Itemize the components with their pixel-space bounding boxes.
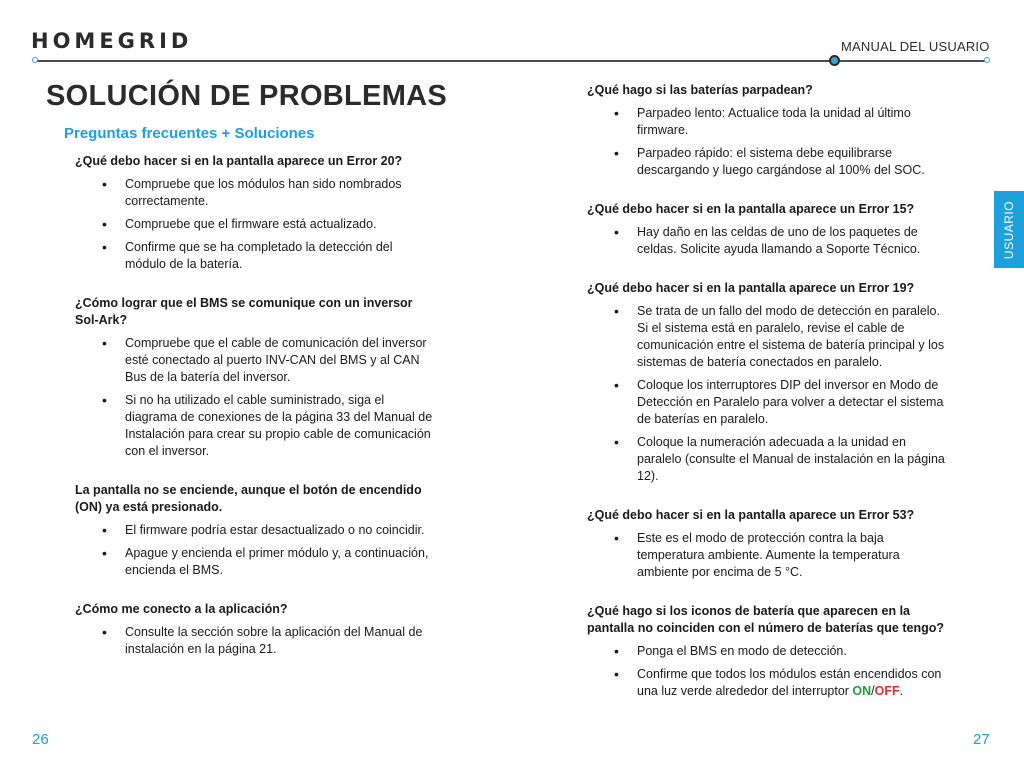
faq-answer-item: • Si no ha utilizado el cable suministrado, siga el diagrama de conexiones de la página 33 del Manual de Instalación para crear su propio cable de comunicación con el inversor. (75, 392, 435, 460)
faq-question: ¿Qué debo hacer si en la pantalla aparece un Error 15? (587, 202, 915, 216)
faq-section (587, 82, 949, 179)
side-tab-label: USUARIO (1002, 200, 1016, 259)
faq-answer-item: • Este es el modo de protección contra la baja temperatura ambiente. Aumente la temperatura ambiente por encima de 5 °C. (587, 530, 949, 581)
homegrid-logo: HOMEGRID (31, 29, 193, 53)
faq-answer-item: • Compruebe que el firmware está actualizado. (75, 216, 435, 233)
faq-answer-item: • Ponga el BMS en modo de detección. (587, 643, 949, 660)
faq-answer-item: • Parpadeo rápido: el sistema debe equilibrarse descargando y luego cargándose al 100% del SOC. (587, 145, 949, 179)
off-label: OFF (874, 684, 900, 698)
rule-endpoint-left-dot (32, 57, 38, 63)
faq-answer-list (587, 530, 949, 581)
faq-answer-list (587, 643, 949, 700)
faq-answer-list (75, 335, 435, 460)
faq-section (75, 153, 435, 273)
faq-question: ¿Cómo me conecto a la aplicación? (75, 602, 288, 616)
faq-section (587, 280, 949, 485)
on-off-separator: / (871, 684, 875, 698)
faq-section (75, 482, 435, 579)
page-title: SOLUCIÓN DE PROBLEMAS (46, 80, 448, 112)
faq-answer-item: • Hay daño en las celdas de uno de los paquetes de celdas. Solicite ayuda llamando a Soporte Técnico. (587, 224, 949, 258)
faq-question: ¿Qué debo hacer si en la pantalla aparece un Error 53? (587, 508, 915, 522)
faq-answer-item: • El firmware podría estar desactualizado o no coincidir. (75, 522, 435, 539)
faq-answer-item: • Parpadeo lento: Actualice toda la unidad al último firmware. (587, 105, 949, 139)
page-number-left: 26 (32, 731, 49, 748)
header-rule-right (836, 60, 986, 62)
faq-answer-item: • Compruebe que el cable de comunicación del inversor esté conectado al puerto INV-CAN del BMS y al CAN Bus de la batería del inversor. (75, 335, 435, 386)
faq-section (75, 295, 435, 460)
faq-answer-item: • Confirme que se ha completado la detección del módulo de la batería. (75, 239, 435, 273)
faq-section (587, 507, 949, 581)
left-column (75, 153, 435, 680)
faq-answer-item: • Coloque los interruptores DIP del inversor en Modo de Detección en Paralelo para volver a detectar el sistema de baterías en paralelo. (587, 377, 949, 428)
faq-answer-list (75, 624, 435, 658)
faq-question: ¿Qué hago si las baterías parpadean? (587, 83, 813, 97)
rule-center-dot (829, 55, 840, 66)
faq-answer-list (587, 105, 949, 179)
faq-answer-list (75, 522, 435, 579)
header-rule-left (36, 60, 832, 62)
faq-answer-list (587, 224, 949, 258)
faq-answer-item: • Coloque la numeración adecuada a la unidad en paralelo (consulte el Manual de instalación en la página 12). (587, 434, 949, 485)
faq-question: ¿Cómo lograr que el BMS se comunique con un inversor Sol-Ark? (75, 296, 413, 327)
faq-answer-list (587, 303, 949, 485)
faq-answer-item: • Compruebe que los módulos han sido nombrados correctamente. (75, 176, 435, 210)
answer-text: Confirme que todos los módulos están encendidos con una luz verde alrededor del interruptor (637, 667, 942, 698)
faq-question: ¿Qué hago si los iconos de batería que aparecen en la pantalla no coinciden con el número de baterías que tengo? (587, 604, 945, 635)
faq-answer-item: • Apague y encienda el primer módulo y, a continuación, encienda el BMS. (75, 545, 435, 579)
faq-answer-item: • Consulte la sección sobre la aplicación del Manual de instalación en la página 21. (75, 624, 435, 658)
manual-label: MANUAL DEL USUARIO (841, 39, 990, 54)
faq-answer-list (75, 176, 435, 273)
faq-section (75, 601, 435, 658)
faq-question: La pantalla no se enciende, aunque el botón de encendido (ON) ya está presionado. (75, 483, 422, 514)
faq-answer-item: • Se trata de un fallo del modo de detección en paralelo. Si el sistema está en paralelo, revise el cable de comunicación entre el sistema de batería principal y los sistemas de batería conectados en paralelo. (587, 303, 949, 371)
faq-answer-item (587, 666, 949, 700)
right-column (587, 82, 949, 722)
page-subtitle: Preguntas frecuentes + Soluciones (64, 125, 315, 142)
usuario-side-tab[interactable] (994, 191, 1024, 268)
page-number-right: 27 (973, 731, 990, 748)
on-label: ON (852, 684, 872, 698)
rule-endpoint-right-dot (984, 57, 990, 63)
faq-section (587, 201, 949, 258)
answer-period: . (899, 684, 904, 698)
faq-question: ¿Qué debo hacer si en la pantalla aparece un Error 20? (75, 154, 403, 168)
faq-section (587, 603, 949, 700)
faq-question: ¿Qué debo hacer si en la pantalla aparece un Error 19? (587, 281, 915, 295)
